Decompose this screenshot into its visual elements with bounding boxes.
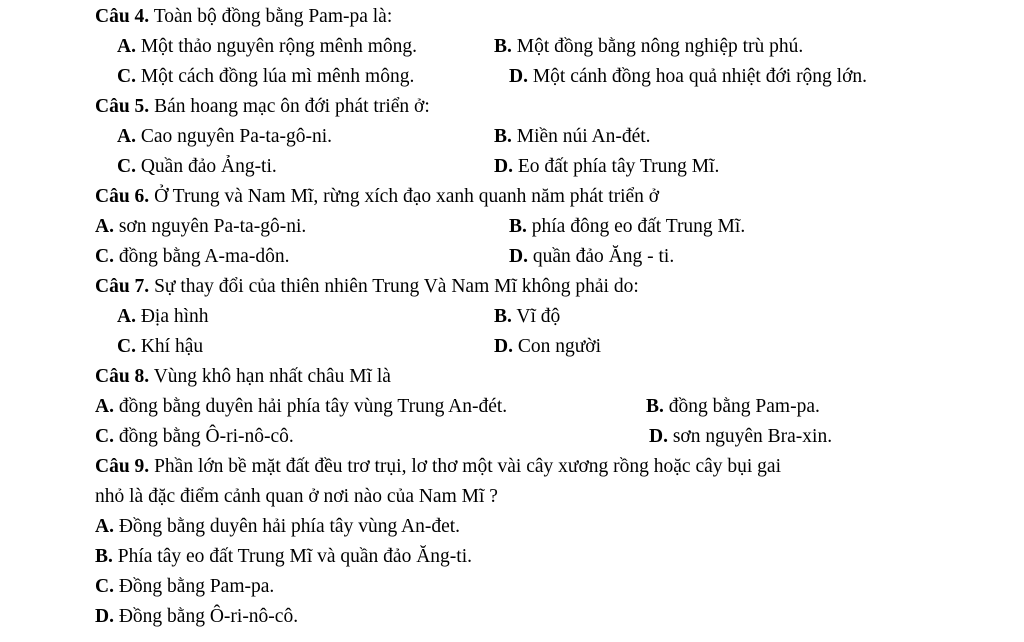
question-number: Câu 4. bbox=[95, 6, 150, 27]
option-d bbox=[509, 242, 674, 272]
question-number: Câu 9. bbox=[95, 456, 150, 477]
option-key: D. bbox=[649, 426, 668, 447]
option-key: B. bbox=[95, 546, 113, 567]
option-b bbox=[95, 542, 472, 572]
option-text: Cao nguyên Pa-ta-gô-ni. bbox=[135, 126, 333, 147]
option-a bbox=[95, 512, 460, 542]
option-key: A. bbox=[95, 396, 114, 417]
option-text: Phía tây eo đất Trung Mĩ và quần đảo Ăng-ti. bbox=[112, 546, 472, 567]
question-number: Câu 6. bbox=[95, 186, 150, 207]
option-key: C. bbox=[95, 246, 114, 267]
option-text: Đồng bằng duyên hải phía tây vùng An-đet. bbox=[113, 516, 461, 537]
option-b bbox=[494, 302, 560, 332]
option-text: quần đảo Ăng - ti. bbox=[527, 246, 675, 267]
option-key: A. bbox=[117, 36, 136, 57]
option-c bbox=[117, 332, 203, 362]
option-text: sơn nguyên Pa-ta-gô-ni. bbox=[113, 216, 307, 237]
option-text: Miền núi An-đét. bbox=[511, 126, 651, 147]
question-9-continued bbox=[95, 482, 498, 512]
option-text: Một thảo nguyên rộng mênh mông. bbox=[135, 36, 418, 57]
option-text: Eo đất phía tây Trung Mĩ. bbox=[512, 156, 720, 177]
option-key: A. bbox=[95, 216, 114, 237]
question-9 bbox=[95, 452, 781, 482]
option-a bbox=[117, 122, 332, 152]
option-b bbox=[494, 122, 651, 152]
question-number: Câu 5. bbox=[95, 96, 150, 117]
option-a bbox=[117, 32, 417, 62]
option-text: đồng bằng Ô-ri-nô-cô. bbox=[113, 426, 294, 447]
option-text: Vĩ độ bbox=[511, 306, 561, 327]
option-key: B. bbox=[646, 396, 664, 417]
option-key: D. bbox=[95, 606, 114, 627]
option-text: Con người bbox=[512, 336, 602, 357]
option-c bbox=[95, 422, 294, 452]
option-key: C. bbox=[95, 576, 114, 597]
option-key: A. bbox=[117, 306, 136, 327]
option-text: đồng bằng Pam-pa. bbox=[663, 396, 820, 417]
question-5 bbox=[95, 92, 430, 122]
option-text: sơn nguyên Bra-xin. bbox=[667, 426, 833, 447]
option-key: B. bbox=[494, 126, 512, 147]
option-c bbox=[95, 242, 289, 272]
option-key: D. bbox=[494, 336, 513, 357]
option-d bbox=[649, 422, 832, 452]
option-key: B. bbox=[494, 36, 512, 57]
option-key: A. bbox=[95, 516, 114, 537]
option-key: C. bbox=[117, 66, 136, 87]
option-text: Một đồng bằng nông nghiệp trù phú. bbox=[511, 36, 804, 57]
option-key: D. bbox=[509, 246, 528, 267]
option-key: D. bbox=[509, 66, 528, 87]
question-6 bbox=[95, 182, 659, 212]
question-4 bbox=[95, 2, 392, 32]
option-c bbox=[117, 152, 277, 182]
option-a bbox=[117, 302, 209, 332]
option-text: Quần đảo Ảng-ti. bbox=[135, 156, 277, 177]
question-text: nhỏ là đặc điểm cảnh quan ở nơi nào của Nam Mĩ ? bbox=[95, 486, 498, 507]
option-key: D. bbox=[494, 156, 513, 177]
option-text: Đồng bằng Pam-pa. bbox=[113, 576, 275, 597]
question-text: Phần lớn bề mặt đất đều trơ trụi, lơ thơ một vài cây xương rồng hoặc cây bụi gai bbox=[149, 456, 782, 477]
question-number: Câu 7. bbox=[95, 276, 150, 297]
option-text: đồng bằng A-ma-dôn. bbox=[113, 246, 290, 267]
option-text: Một cách đồng lúa mì mênh mông. bbox=[135, 66, 415, 87]
option-b bbox=[509, 212, 745, 242]
question-text: Toàn bộ đồng bằng Pam-pa là: bbox=[149, 6, 393, 27]
option-text: Khí hậu bbox=[135, 336, 204, 357]
question-8 bbox=[95, 362, 391, 392]
option-c bbox=[117, 62, 414, 92]
question-text: Bán hoang mạc ôn đới phát triển ở: bbox=[149, 96, 430, 117]
option-a bbox=[95, 212, 306, 242]
option-d bbox=[494, 152, 719, 182]
option-text: Đồng bằng Ô-ri-nô-cô. bbox=[113, 606, 299, 627]
option-text: Địa hình bbox=[135, 306, 209, 327]
question-text: Vùng khô hạn nhất châu Mĩ là bbox=[149, 366, 391, 387]
question-number: Câu 8. bbox=[95, 366, 150, 387]
option-key: A. bbox=[117, 126, 136, 147]
question-text: Sự thay đổi của thiên nhiên Trung Và Nam Mĩ không phải do: bbox=[149, 276, 639, 297]
option-text: Một cánh đồng hoa quả nhiệt đới rộng lớn. bbox=[527, 66, 868, 87]
question-text: Ở Trung và Nam Mĩ, rừng xích đạo xanh quanh năm phát triển ở bbox=[149, 186, 660, 207]
option-text: đồng bằng duyên hải phía tây vùng Trung An-đét. bbox=[113, 396, 508, 417]
option-key: B. bbox=[509, 216, 527, 237]
option-key: C. bbox=[95, 426, 114, 447]
option-text: phía đông eo đất Trung Mĩ. bbox=[526, 216, 746, 237]
option-key: B. bbox=[494, 306, 512, 327]
option-c bbox=[95, 572, 274, 602]
option-key: C. bbox=[117, 156, 136, 177]
option-b bbox=[646, 392, 820, 422]
option-b bbox=[494, 32, 803, 62]
option-key: C. bbox=[117, 336, 136, 357]
question-7 bbox=[95, 272, 639, 302]
option-a bbox=[95, 392, 507, 422]
option-d bbox=[494, 332, 601, 362]
option-d bbox=[95, 602, 298, 632]
option-d bbox=[509, 62, 867, 92]
